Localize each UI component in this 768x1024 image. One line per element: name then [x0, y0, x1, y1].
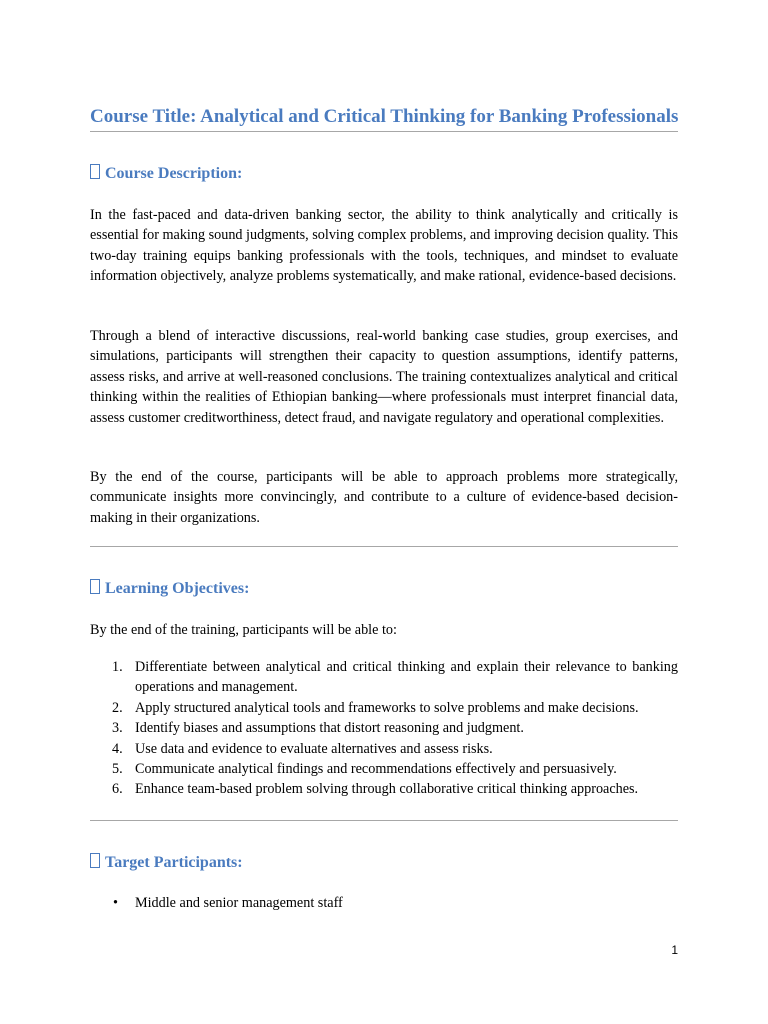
description-paragraph-1: In the fast-paced and data-driven banking sector, the ability to think analytically and critically is essential for making sound judgments, solving complex problems, and improving decision quality. This two-day training equips banking professionals with the tools, techniques, and mindset to evaluate information objectively, analyze problems systematically, and make rational, evidence-based decisions. — [90, 207, 678, 285]
list-item — [90, 779, 678, 799]
section-divider — [90, 820, 678, 821]
course-title: Course Title: Analytical and Critical Thinking for Banking Professionals — [90, 106, 679, 127]
section-divider — [90, 546, 678, 547]
target-participants-heading — [90, 853, 678, 873]
objectives-intro: By the end of the training, participants will be able to: — [90, 622, 397, 638]
missing-glyph-box-icon — [90, 579, 100, 594]
learning-objectives-heading — [90, 579, 678, 599]
target-participants-heading-text: Target Participants: — [105, 854, 243, 871]
list-item-number: 1. — [112, 659, 123, 675]
learning-objectives-heading-text: Learning Objectives: — [105, 580, 250, 597]
list-item — [90, 657, 678, 698]
course-description-heading-text: Course Description: — [105, 165, 243, 182]
list-item-text: Identify biases and assumptions that distort reasoning and judgment. — [135, 720, 524, 737]
list-item-text: Communicate analytical findings and recommendations effectively and persuasively. — [135, 761, 617, 778]
objectives-list — [90, 657, 678, 800]
title-underline — [90, 131, 678, 132]
list-item — [90, 698, 678, 718]
list-item-text: Enhance team-based problem solving through collaborative critical thinking approaches. — [135, 781, 639, 798]
description-paragraph-2: Through a blend of interactive discussions, real-world banking case studies, group exercises, and simulations, participants will strengthen their capacity to question assumptions, identify patterns, assess risks, and arrive at well-reasoned conclusions. The training contextualizes analytical and critical thinking within the realities of Ethiopian banking—where professionals must interpret financial data, assess customer creditworthiness, detect fraud, and navigate regulatory and operational complexities. — [90, 328, 678, 426]
description-paragraph-3: By the end of the course, participants will be able to approach problems more strategically, communicate insights more convincingly, and contribute to a culture of evidence-based decision-making in their organizations. — [90, 469, 678, 526]
list-item-text: Use data and evidence to evaluate alternatives and assess risks. — [135, 740, 493, 757]
missing-glyph-box-icon — [90, 853, 100, 868]
list-item-text: Differentiate between analytical and critical thinking and explain their relevance to banking operations and management. — [135, 659, 678, 696]
missing-glyph-box-icon — [90, 164, 100, 179]
course-description-heading — [90, 164, 678, 184]
list-item-text: Middle and senior management staff — [135, 895, 343, 911]
list-item — [90, 739, 678, 759]
bullet-icon: • — [113, 895, 118, 911]
list-item — [90, 759, 678, 779]
list-item-number: 3. — [112, 720, 123, 737]
participants-list — [90, 893, 678, 913]
page-number: 1 — [671, 943, 678, 957]
list-item-text: Apply structured analytical tools and frameworks to solve problems and make decisions. — [135, 699, 639, 716]
list-item-number: 6. — [112, 781, 123, 798]
list-item — [90, 893, 678, 913]
list-item — [90, 718, 678, 738]
list-item-number: 5. — [112, 761, 123, 778]
list-item-number: 2. — [112, 699, 123, 716]
list-item-number: 4. — [112, 740, 123, 757]
